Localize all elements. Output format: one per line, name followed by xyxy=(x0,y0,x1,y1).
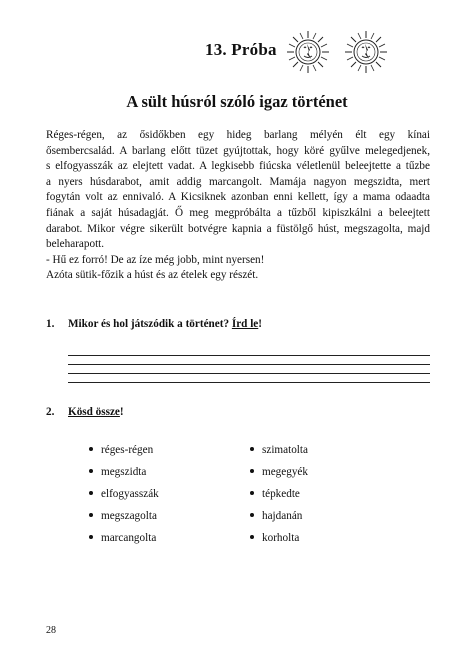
bullet-icon xyxy=(250,469,254,473)
header xyxy=(0,30,474,80)
answer-line[interactable] xyxy=(68,356,430,365)
match-item[interactable]: réges-régen xyxy=(89,440,159,462)
story-line: Azóta sütik-főzik a húst és az ételek egy részét. xyxy=(46,269,259,282)
match-item[interactable]: elfogyasszák xyxy=(89,484,159,506)
story-line: ősembercsalád. A barlang előtt tüzet gyújtottak, hogy köré gyűlve melegedjenek, xyxy=(46,144,430,157)
bullet-icon xyxy=(250,535,254,539)
story-line: s elfogyasszák az elejtett vadat. A legkisebb fiúcska véletlenül beleejtette a tűzbe xyxy=(46,160,430,173)
bullet-icon xyxy=(89,535,93,539)
story-line: darabot. Mikor végre sikerült botvégre kapnia a füstölgő húst, megszagolta, majd xyxy=(46,222,430,235)
bullet-icon xyxy=(250,513,254,517)
match-item[interactable]: megszagolta xyxy=(89,506,159,528)
story-title: A sült húsról szóló igaz történet xyxy=(126,92,348,111)
task-instruction: Írd le xyxy=(231,318,259,330)
bullet-icon xyxy=(250,447,254,451)
match-left-column xyxy=(89,440,159,550)
task-punct: ! xyxy=(119,406,124,418)
task-instruction: Kösd össze xyxy=(68,406,120,418)
bullet-icon xyxy=(89,469,93,473)
task-number: 2. xyxy=(46,406,55,418)
task-punct: ! xyxy=(258,318,263,330)
answer-line[interactable] xyxy=(68,374,430,383)
match-item[interactable]: megszidta xyxy=(89,462,159,484)
match-item[interactable]: marcangolta xyxy=(89,528,159,550)
story-line: fiának a saját húsadagját. Ő meg megpróbálta a tűzből kipiszkálni a beleejtett xyxy=(46,206,430,219)
bullet-icon xyxy=(250,491,254,495)
bullet-icon xyxy=(89,491,93,495)
sun-face-icons xyxy=(284,30,394,74)
task-1 xyxy=(46,318,430,330)
answer-line[interactable] xyxy=(68,347,430,356)
bullet-icon xyxy=(89,447,93,451)
answer-line[interactable] xyxy=(68,365,430,374)
match-right-column xyxy=(250,440,308,550)
task-2 xyxy=(46,406,430,418)
sun-face-icon xyxy=(345,31,387,73)
match-item[interactable]: hajdanán xyxy=(250,506,308,528)
story-line: beleharapott. xyxy=(46,238,105,251)
match-item[interactable]: korholta xyxy=(250,528,308,550)
sun-face-icon xyxy=(287,31,329,73)
task-number: 1. xyxy=(46,318,55,330)
story-line: - Hű ez forró! De az íze még jobb, mint nyersen! xyxy=(46,253,265,266)
match-item[interactable]: tépkedte xyxy=(250,484,308,506)
story-line: a nyers húsdarabot, amit addig marcangolt. Mamája nagyon megszidta, mert xyxy=(46,175,430,188)
story-line: fogytán volt az ennivaló. A Kicsiknek azonban enni kellett, így a mama odaadta xyxy=(46,191,430,204)
bullet-icon xyxy=(89,513,93,517)
match-item[interactable]: megegyék xyxy=(250,462,308,484)
page-number: 28 xyxy=(46,625,56,636)
match-item[interactable]: szimatolta xyxy=(250,440,308,462)
answer-lines xyxy=(68,347,430,383)
task-question: Mikor és hol játszódik a történet? xyxy=(68,318,232,330)
story-text xyxy=(46,128,430,284)
story-line: Réges-régen, az ősidőkben egy hideg barlang mélyén élt egy kínai xyxy=(46,129,430,141)
test-title: 13. Próba xyxy=(205,40,277,59)
